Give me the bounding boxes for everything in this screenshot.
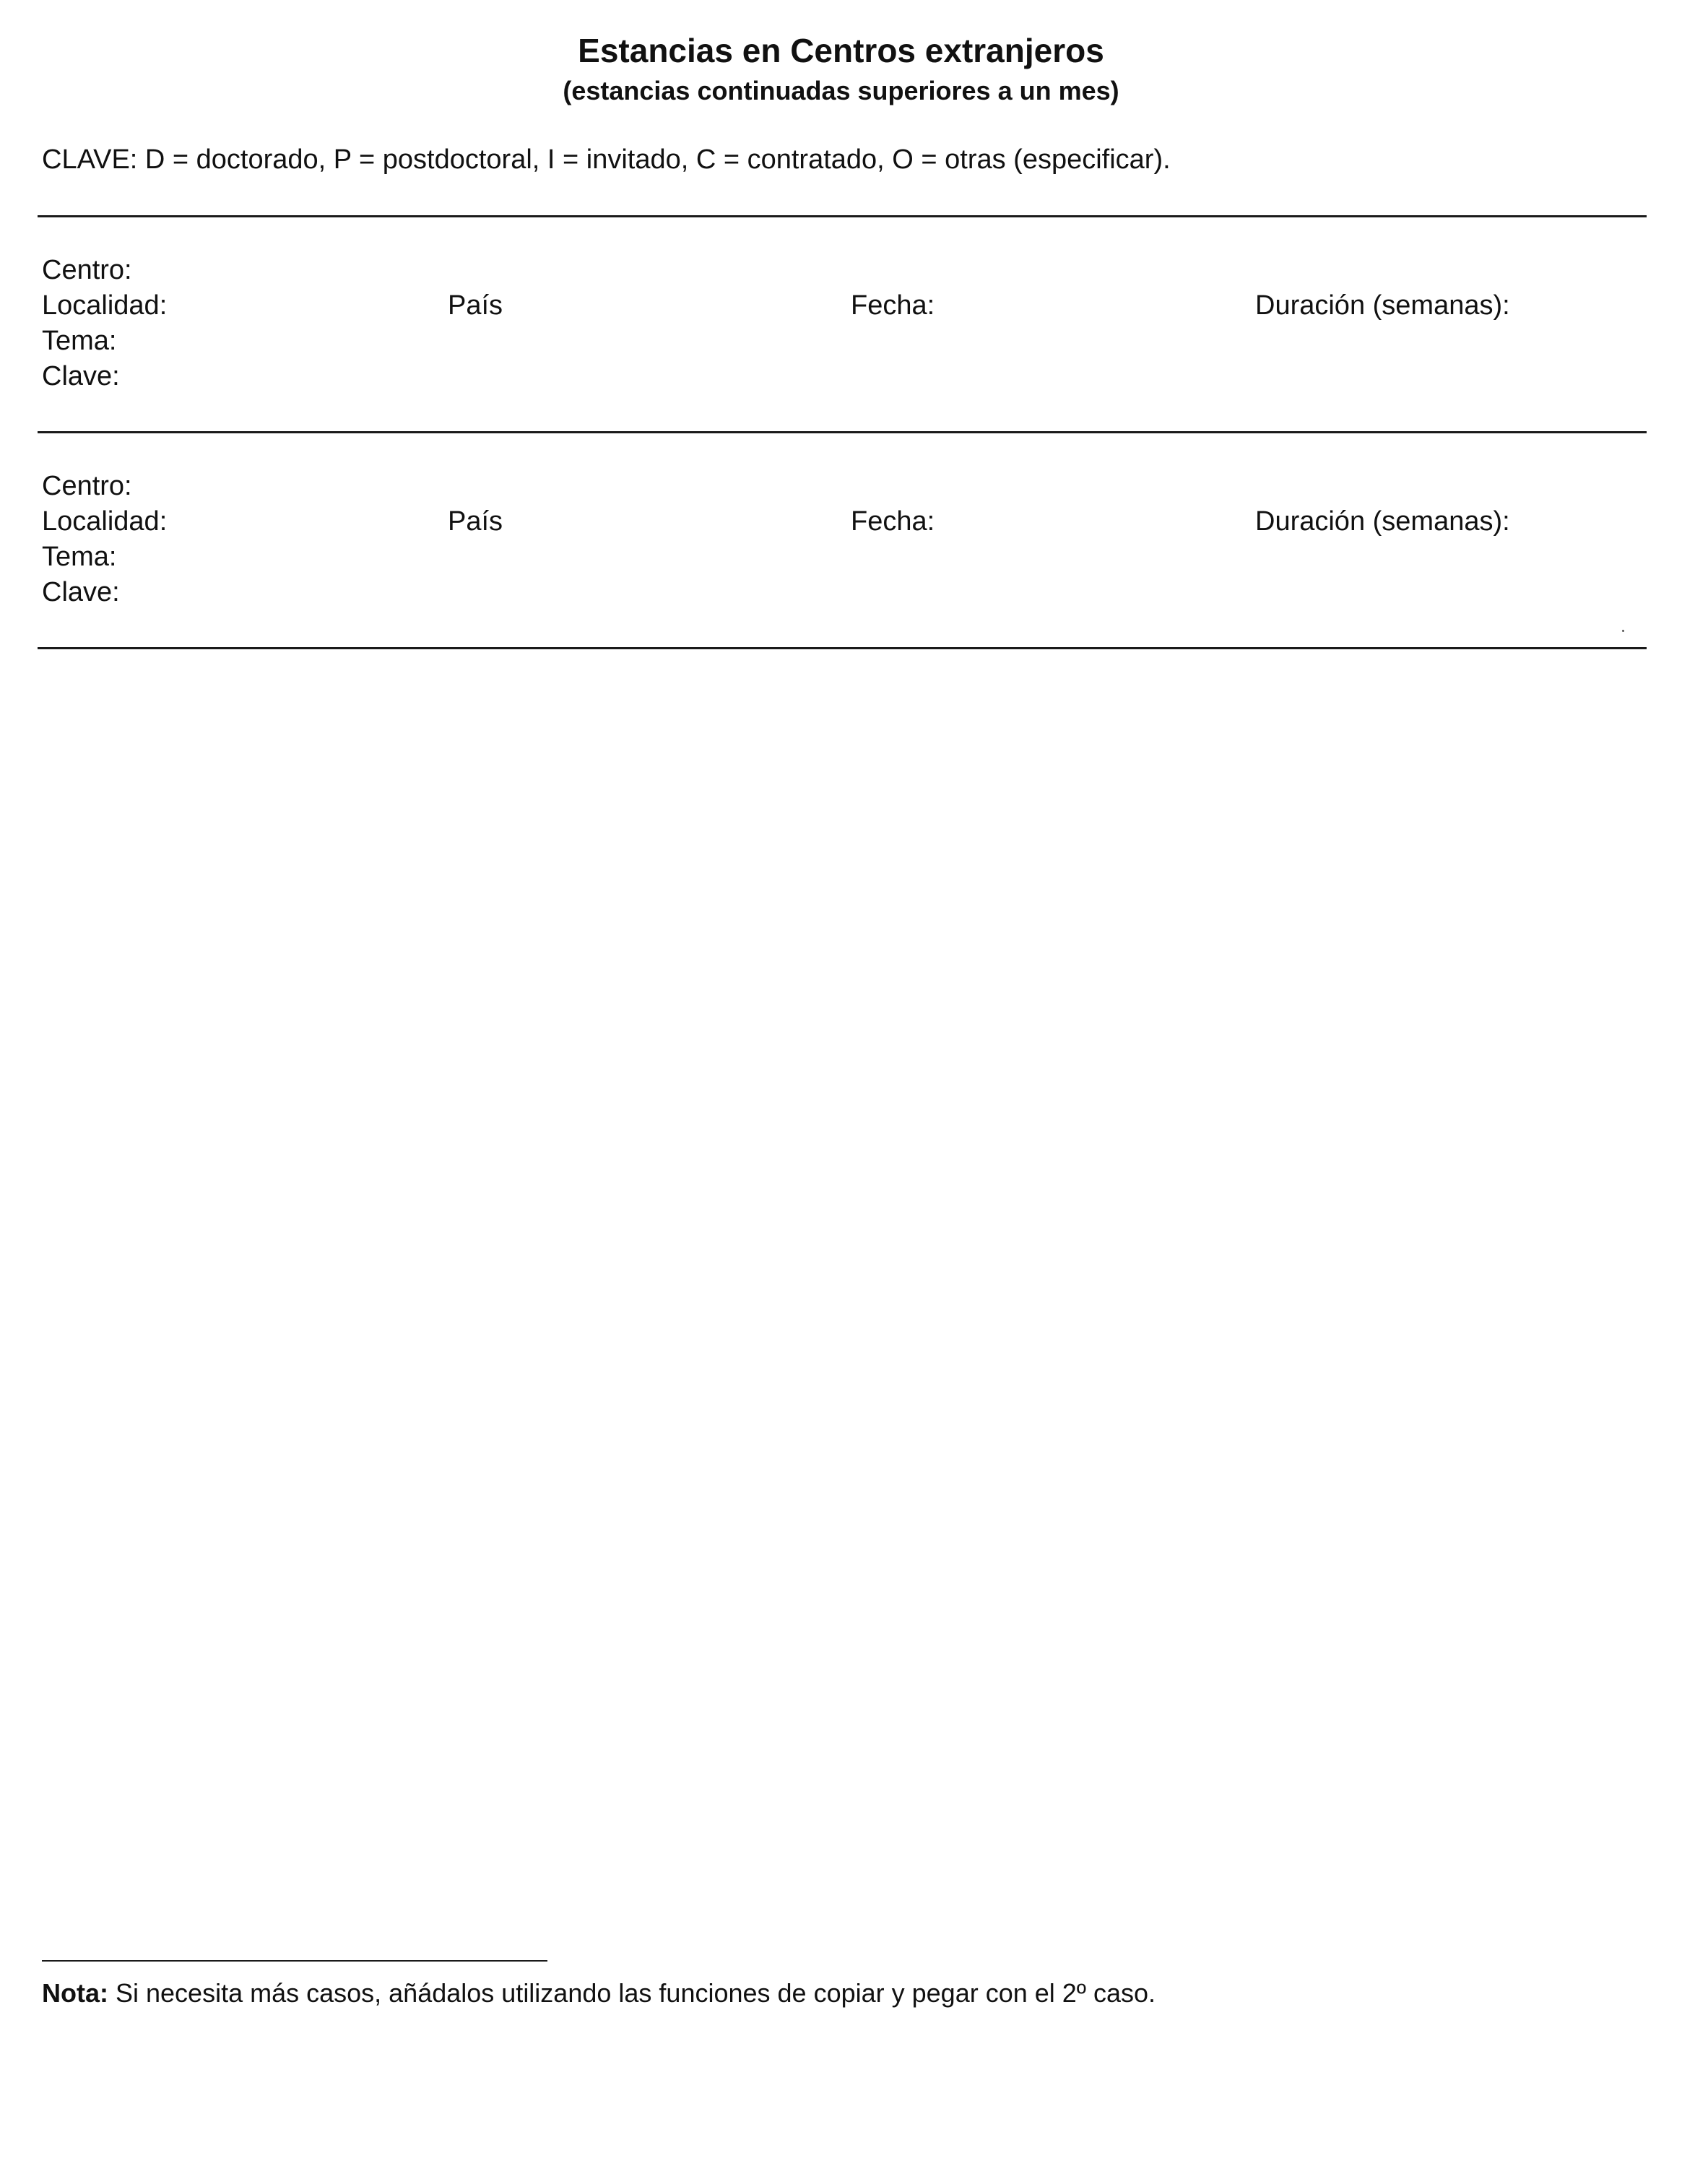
duracion-field-label: Duración (semanas): <box>1255 506 1510 537</box>
footnote-label: Nota: <box>42 1978 108 2008</box>
clave-legend: CLAVE: D = doctorado, P = postdoctoral, I = invitado, C = contratado, O = otras (especificar). <box>42 144 1171 175</box>
duracion-field-label: Duración (semanas): <box>1255 290 1510 321</box>
clave-field-label: Clave: <box>42 577 120 607</box>
localidad-field-label: Localidad: <box>42 506 168 537</box>
tema-field-label: Tema: <box>42 542 117 572</box>
pais-field-label: País <box>448 290 503 321</box>
tema-field-label: Tema: <box>42 326 117 356</box>
footnote-text: Si necesita más casos, añádalos utilizando las funciones de copiar y pegar con el 2º caso. <box>108 1978 1156 2008</box>
fecha-field-label: Fecha: <box>851 506 935 537</box>
localidad-field-label: Localidad: <box>42 290 168 321</box>
scan-speck <box>1622 630 1624 632</box>
clave-field-label: Clave: <box>42 361 120 391</box>
page-subtitle: (estancias continuadas superiores a un mes) <box>563 76 1119 105</box>
section-divider <box>38 647 1647 649</box>
section-divider <box>38 431 1647 433</box>
centro-field-label: Centro: <box>42 471 132 501</box>
footnote <box>42 1977 1156 2010</box>
pais-field-label: País <box>448 506 503 537</box>
footnote-separator <box>42 1960 547 1962</box>
page-title: Estancias en Centros extranjeros <box>578 32 1104 69</box>
section-divider <box>38 215 1647 217</box>
centro-field-label: Centro: <box>42 255 132 285</box>
fecha-field-label: Fecha: <box>851 290 935 321</box>
